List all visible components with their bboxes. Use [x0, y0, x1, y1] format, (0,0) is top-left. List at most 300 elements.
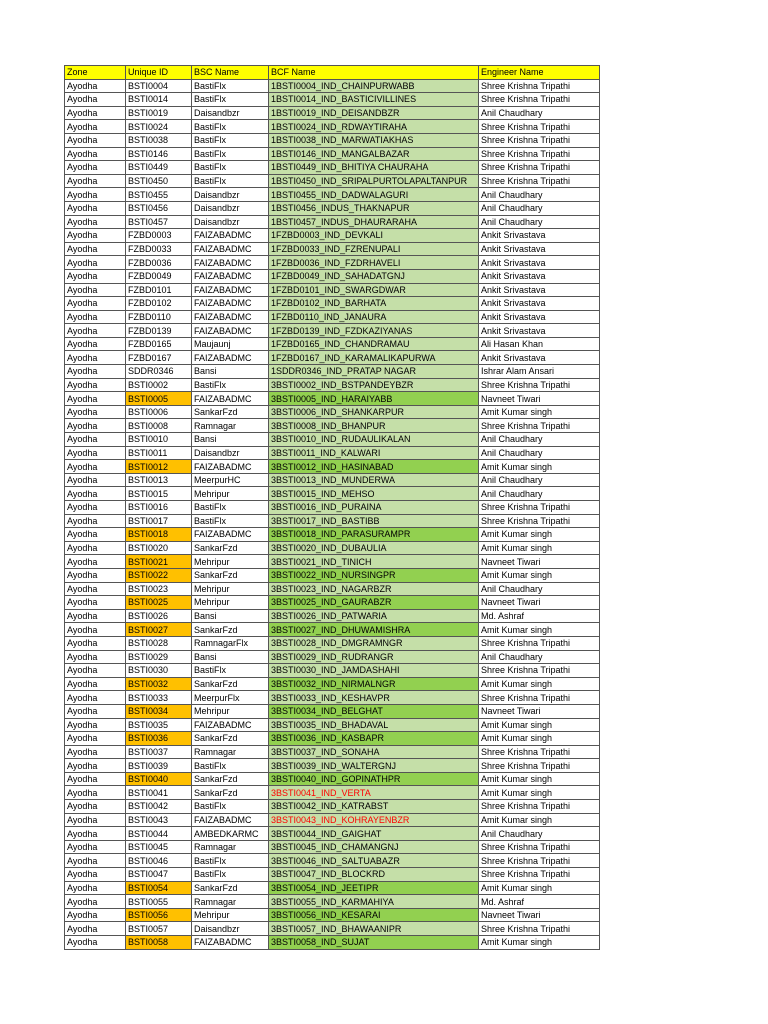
unique-id-cell[interactable]: BSTI0055 [126, 895, 192, 909]
header-bsc-name[interactable]: BSC Name [192, 66, 269, 80]
zone-cell[interactable]: Ayodha [65, 147, 126, 161]
zone-cell[interactable]: Ayodha [65, 310, 126, 324]
zone-cell[interactable]: Ayodha [65, 392, 126, 406]
bsc-name-cell[interactable]: Bansi [192, 433, 269, 447]
bcf-name-cell[interactable]: 3BSTI0037_IND_SONAHA [269, 745, 479, 759]
engineer-name-cell[interactable]: Shree Krishna Tripathi [479, 664, 600, 678]
bsc-name-cell[interactable]: Daisandbzr [192, 215, 269, 229]
bcf-name-cell[interactable]: 1FZBD0165_IND_CHANDRAMAU [269, 337, 479, 351]
engineer-name-cell[interactable]: Ankit Srivastava [479, 242, 600, 256]
unique-id-cell[interactable]: BSTI0034 [126, 704, 192, 718]
bcf-name-cell[interactable]: 3BSTI0002_IND_BSTPANDEYBZR [269, 378, 479, 392]
unique-id-cell[interactable]: BSTI0032 [126, 677, 192, 691]
zone-cell[interactable]: Ayodha [65, 378, 126, 392]
bcf-name-cell[interactable]: 3BSTI0017_IND_BASTIBB [269, 514, 479, 528]
zone-cell[interactable]: Ayodha [65, 106, 126, 120]
bsc-name-cell[interactable]: Mehripur [192, 487, 269, 501]
zone-cell[interactable]: Ayodha [65, 827, 126, 841]
zone-cell[interactable]: Ayodha [65, 446, 126, 460]
unique-id-cell[interactable]: BSTI0014 [126, 93, 192, 107]
engineer-name-cell[interactable]: Shree Krishna Tripathi [479, 120, 600, 134]
unique-id-cell[interactable]: FZBD0167 [126, 351, 192, 365]
engineer-name-cell[interactable]: Shree Krishna Tripathi [479, 854, 600, 868]
engineer-name-cell[interactable]: Md. Ashraf [479, 609, 600, 623]
engineer-name-cell[interactable]: Shree Krishna Tripathi [479, 840, 600, 854]
unique-id-cell[interactable]: BSTI0033 [126, 691, 192, 705]
engineer-name-cell[interactable]: Ankit Srivastava [479, 229, 600, 243]
unique-id-cell[interactable]: BSTI0027 [126, 623, 192, 637]
bcf-name-cell[interactable]: 3BSTI0016_IND_PURAINA [269, 501, 479, 515]
unique-id-cell[interactable]: BSTI0011 [126, 446, 192, 460]
unique-id-cell[interactable]: BSTI0039 [126, 759, 192, 773]
zone-cell[interactable]: Ayodha [65, 215, 126, 229]
engineer-name-cell[interactable]: Ankit Srivastava [479, 351, 600, 365]
zone-cell[interactable]: Ayodha [65, 895, 126, 909]
zone-cell[interactable]: Ayodha [65, 514, 126, 528]
engineer-name-cell[interactable]: Navneet Tiwari [479, 392, 600, 406]
zone-cell[interactable]: Ayodha [65, 936, 126, 950]
unique-id-cell[interactable]: BSTI0024 [126, 120, 192, 134]
zone-cell[interactable]: Ayodha [65, 813, 126, 827]
bsc-name-cell[interactable]: FAIZABADMC [192, 460, 269, 474]
bcf-name-cell[interactable]: 1BSTI0014_IND_BASTICIVILLINES [269, 93, 479, 107]
bsc-name-cell[interactable]: BastiFlx [192, 147, 269, 161]
bsc-name-cell[interactable]: BastiFlx [192, 759, 269, 773]
engineer-name-cell[interactable]: Amit Kumar singh [479, 541, 600, 555]
bcf-name-cell[interactable]: 1FZBD0102_IND_BARHATA [269, 297, 479, 311]
zone-cell[interactable]: Ayodha [65, 732, 126, 746]
bsc-name-cell[interactable]: BastiFlx [192, 868, 269, 882]
unique-id-cell[interactable]: BSTI0037 [126, 745, 192, 759]
zone-cell[interactable]: Ayodha [65, 800, 126, 814]
bsc-name-cell[interactable]: FAIZABADMC [192, 269, 269, 283]
unique-id-cell[interactable]: BSTI0045 [126, 840, 192, 854]
bcf-name-cell[interactable]: 3BSTI0018_IND_PARASURAMPR [269, 528, 479, 542]
engineer-name-cell[interactable]: Amit Kumar singh [479, 786, 600, 800]
bsc-name-cell[interactable]: BastiFlx [192, 664, 269, 678]
bcf-name-cell[interactable]: 3BSTI0036_IND_KASBAPR [269, 732, 479, 746]
unique-id-cell[interactable]: BSTI0010 [126, 433, 192, 447]
zone-cell[interactable]: Ayodha [65, 473, 126, 487]
engineer-name-cell[interactable]: Shree Krishna Tripathi [479, 800, 600, 814]
bsc-name-cell[interactable]: BastiFlx [192, 93, 269, 107]
header-engineer-name[interactable]: Engineer Name [479, 66, 600, 80]
engineer-name-cell[interactable]: Amit Kumar singh [479, 568, 600, 582]
bcf-name-cell[interactable]: 3BSTI0035_IND_BHADAVAL [269, 718, 479, 732]
engineer-name-cell[interactable]: Navneet Tiwari [479, 596, 600, 610]
bcf-name-cell[interactable]: 1BSTI0146_IND_MANGALBAZAR [269, 147, 479, 161]
unique-id-cell[interactable]: FZBD0102 [126, 297, 192, 311]
unique-id-cell[interactable]: FZBD0049 [126, 269, 192, 283]
bsc-name-cell[interactable]: Mehripur [192, 596, 269, 610]
bsc-name-cell[interactable]: FAIZABADMC [192, 297, 269, 311]
zone-cell[interactable]: Ayodha [65, 555, 126, 569]
bsc-name-cell[interactable]: BastiFlx [192, 161, 269, 175]
engineer-name-cell[interactable]: Shree Krishna Tripathi [479, 147, 600, 161]
bcf-name-cell[interactable]: 3BSTI0020_IND_DUBAULIA [269, 541, 479, 555]
unique-id-cell[interactable]: BSTI0058 [126, 936, 192, 950]
zone-cell[interactable]: Ayodha [65, 201, 126, 215]
bcf-name-cell[interactable]: 1BSTI0457_INDUS_DHAURARAHA [269, 215, 479, 229]
unique-id-cell[interactable]: BSTI0029 [126, 650, 192, 664]
bcf-name-cell[interactable]: 3BSTI0006_IND_SHANKARPUR [269, 405, 479, 419]
bcf-name-cell[interactable]: 1FZBD0033_IND_FZRENUPALI [269, 242, 479, 256]
engineer-name-cell[interactable]: Shree Krishna Tripathi [479, 691, 600, 705]
unique-id-cell[interactable]: BSTI0018 [126, 528, 192, 542]
zone-cell[interactable]: Ayodha [65, 636, 126, 650]
bcf-name-cell[interactable]: 3BSTI0025_IND_GAURABZR [269, 596, 479, 610]
zone-cell[interactable]: Ayodha [65, 718, 126, 732]
bcf-name-cell[interactable]: 1BSTI0004_IND_CHAINPURWABB [269, 79, 479, 93]
bcf-name-cell[interactable]: 3BSTI0033_IND_KESHAVPR [269, 691, 479, 705]
zone-cell[interactable]: Ayodha [65, 568, 126, 582]
engineer-name-cell[interactable]: Shree Krishna Tripathi [479, 93, 600, 107]
bcf-name-cell[interactable]: 1FZBD0139_IND_FZDKAZIYANAS [269, 324, 479, 338]
bcf-name-cell[interactable]: 1FZBD0101_IND_SWARGDWAR [269, 283, 479, 297]
engineer-name-cell[interactable]: Amit Kumar singh [479, 718, 600, 732]
zone-cell[interactable]: Ayodha [65, 365, 126, 379]
engineer-name-cell[interactable]: Amit Kumar singh [479, 732, 600, 746]
bsc-name-cell[interactable]: BastiFlx [192, 120, 269, 134]
bsc-name-cell[interactable]: SankarFzd [192, 881, 269, 895]
unique-id-cell[interactable]: BSTI0455 [126, 188, 192, 202]
unique-id-cell[interactable]: BSTI0016 [126, 501, 192, 515]
zone-cell[interactable]: Ayodha [65, 528, 126, 542]
bcf-name-cell[interactable]: 3BSTI0046_IND_SALTUABAZR [269, 854, 479, 868]
bsc-name-cell[interactable]: FAIZABADMC [192, 351, 269, 365]
engineer-name-cell[interactable]: Shree Krishna Tripathi [479, 759, 600, 773]
engineer-name-cell[interactable]: Ankit Srivastava [479, 256, 600, 270]
zone-cell[interactable]: Ayodha [65, 759, 126, 773]
bsc-name-cell[interactable]: FAIZABADMC [192, 283, 269, 297]
zone-cell[interactable]: Ayodha [65, 908, 126, 922]
unique-id-cell[interactable]: BSTI0005 [126, 392, 192, 406]
unique-id-cell[interactable]: BSTI0043 [126, 813, 192, 827]
engineer-name-cell[interactable]: Shree Krishna Tripathi [479, 133, 600, 147]
unique-id-cell[interactable]: BSTI0028 [126, 636, 192, 650]
bsc-name-cell[interactable]: Ramnagar [192, 895, 269, 909]
unique-id-cell[interactable]: BSTI0006 [126, 405, 192, 419]
engineer-name-cell[interactable]: Anil Chaudhary [479, 215, 600, 229]
engineer-name-cell[interactable]: Md. Ashraf [479, 895, 600, 909]
bsc-name-cell[interactable]: SankarFzd [192, 732, 269, 746]
bsc-name-cell[interactable]: BastiFlx [192, 79, 269, 93]
engineer-name-cell[interactable]: Shree Krishna Tripathi [479, 378, 600, 392]
zone-cell[interactable]: Ayodha [65, 541, 126, 555]
bsc-name-cell[interactable]: Bansi [192, 650, 269, 664]
unique-id-cell[interactable]: BSTI0023 [126, 582, 192, 596]
engineer-name-cell[interactable]: Shree Krishna Tripathi [479, 419, 600, 433]
bsc-name-cell[interactable]: Daisandbzr [192, 106, 269, 120]
zone-cell[interactable]: Ayodha [65, 745, 126, 759]
bsc-name-cell[interactable]: SankarFzd [192, 786, 269, 800]
zone-cell[interactable]: Ayodha [65, 351, 126, 365]
bcf-name-cell[interactable]: 3BSTI0027_IND_DHUWAMISHRA [269, 623, 479, 637]
bsc-name-cell[interactable]: BastiFlx [192, 378, 269, 392]
unique-id-cell[interactable]: BSTI0449 [126, 161, 192, 175]
unique-id-cell[interactable]: BSTI0004 [126, 79, 192, 93]
bsc-name-cell[interactable]: BastiFlx [192, 854, 269, 868]
zone-cell[interactable]: Ayodha [65, 487, 126, 501]
engineer-name-cell[interactable]: Navneet Tiwari [479, 704, 600, 718]
unique-id-cell[interactable]: FZBD0139 [126, 324, 192, 338]
zone-cell[interactable]: Ayodha [65, 419, 126, 433]
bsc-name-cell[interactable]: BastiFlx [192, 501, 269, 515]
bcf-name-cell[interactable]: 3BSTI0054_IND_JEETIPR [269, 881, 479, 895]
zone-cell[interactable]: Ayodha [65, 242, 126, 256]
zone-cell[interactable]: Ayodha [65, 433, 126, 447]
unique-id-cell[interactable]: FZBD0101 [126, 283, 192, 297]
zone-cell[interactable]: Ayodha [65, 704, 126, 718]
engineer-name-cell[interactable]: Shree Krishna Tripathi [479, 514, 600, 528]
bsc-name-cell[interactable]: Daisandbzr [192, 446, 269, 460]
engineer-name-cell[interactable]: Ishrar Alam Ansari [479, 365, 600, 379]
zone-cell[interactable]: Ayodha [65, 772, 126, 786]
unique-id-cell[interactable]: FZBD0003 [126, 229, 192, 243]
unique-id-cell[interactable]: BSTI0022 [126, 568, 192, 582]
bsc-name-cell[interactable]: Mehripur [192, 582, 269, 596]
bsc-name-cell[interactable]: FAIZABADMC [192, 310, 269, 324]
engineer-name-cell[interactable]: Anil Chaudhary [479, 582, 600, 596]
bcf-name-cell[interactable]: 3BSTI0022_IND_NURSINGPR [269, 568, 479, 582]
unique-id-cell[interactable]: BSTI0450 [126, 174, 192, 188]
bcf-name-cell[interactable]: 3BSTI0057_IND_BHAWAANIPR [269, 922, 479, 936]
engineer-name-cell[interactable]: Shree Krishna Tripathi [479, 174, 600, 188]
unique-id-cell[interactable]: BSTI0026 [126, 609, 192, 623]
unique-id-cell[interactable]: BSTI0057 [126, 922, 192, 936]
zone-cell[interactable]: Ayodha [65, 623, 126, 637]
bsc-name-cell[interactable]: Daisandbzr [192, 201, 269, 215]
bcf-name-cell[interactable]: 3BSTI0015_IND_MEHSO [269, 487, 479, 501]
zone-cell[interactable]: Ayodha [65, 229, 126, 243]
zone-cell[interactable]: Ayodha [65, 460, 126, 474]
bsc-name-cell[interactable]: FAIZABADMC [192, 936, 269, 950]
bsc-name-cell[interactable]: Ramnagar [192, 840, 269, 854]
bcf-name-cell[interactable]: 1BSTI0455_IND_DADWALAGURI [269, 188, 479, 202]
engineer-name-cell[interactable]: Ankit Srivastava [479, 283, 600, 297]
bsc-name-cell[interactable]: Ramnagar [192, 419, 269, 433]
bcf-name-cell[interactable]: 3BSTI0039_IND_WALTERGNJ [269, 759, 479, 773]
unique-id-cell[interactable]: BSTI0056 [126, 908, 192, 922]
zone-cell[interactable]: Ayodha [65, 256, 126, 270]
unique-id-cell[interactable]: BSTI0025 [126, 596, 192, 610]
bcf-name-cell[interactable]: 3BSTI0044_IND_GAIGHAT [269, 827, 479, 841]
unique-id-cell[interactable]: BSTI0008 [126, 419, 192, 433]
bcf-name-cell[interactable]: 3BSTI0021_IND_TINICH [269, 555, 479, 569]
unique-id-cell[interactable]: FZBD0036 [126, 256, 192, 270]
zone-cell[interactable]: Ayodha [65, 324, 126, 338]
zone-cell[interactable]: Ayodha [65, 609, 126, 623]
bsc-name-cell[interactable]: MeerpurFlx [192, 691, 269, 705]
unique-id-cell[interactable]: BSTI0002 [126, 378, 192, 392]
zone-cell[interactable]: Ayodha [65, 691, 126, 705]
zone-cell[interactable]: Ayodha [65, 664, 126, 678]
bcf-name-cell[interactable]: 3BSTI0043_IND_KOHRAYENBZR [269, 813, 479, 827]
bcf-name-cell[interactable]: 1BSTI0019_IND_DEISANDBZR [269, 106, 479, 120]
engineer-name-cell[interactable]: Amit Kumar singh [479, 881, 600, 895]
zone-cell[interactable]: Ayodha [65, 650, 126, 664]
bsc-name-cell[interactable]: Ramnagar [192, 745, 269, 759]
engineer-name-cell[interactable]: Amit Kumar singh [479, 936, 600, 950]
engineer-name-cell[interactable]: Amit Kumar singh [479, 772, 600, 786]
zone-cell[interactable]: Ayodha [65, 93, 126, 107]
bcf-name-cell[interactable]: 3BSTI0055_IND_KARMAHIYA [269, 895, 479, 909]
bsc-name-cell[interactable]: Daisandbzr [192, 922, 269, 936]
zone-cell[interactable]: Ayodha [65, 854, 126, 868]
bcf-name-cell[interactable]: 3BSTI0023_IND_NAGARBZR [269, 582, 479, 596]
bcf-name-cell[interactable]: 3BSTI0026_IND_PATWARIA [269, 609, 479, 623]
engineer-name-cell[interactable]: Shree Krishna Tripathi [479, 922, 600, 936]
bcf-name-cell[interactable]: 3BSTI0032_IND_NIRMALNGR [269, 677, 479, 691]
zone-cell[interactable]: Ayodha [65, 881, 126, 895]
zone-cell[interactable]: Ayodha [65, 677, 126, 691]
bsc-name-cell[interactable]: FAIZABADMC [192, 718, 269, 732]
zone-cell[interactable]: Ayodha [65, 868, 126, 882]
zone-cell[interactable]: Ayodha [65, 337, 126, 351]
engineer-name-cell[interactable]: Shree Krishna Tripathi [479, 501, 600, 515]
engineer-name-cell[interactable]: Anil Chaudhary [479, 446, 600, 460]
zone-cell[interactable]: Ayodha [65, 297, 126, 311]
header-zone[interactable]: Zone [65, 66, 126, 80]
zone-cell[interactable]: Ayodha [65, 596, 126, 610]
bcf-name-cell[interactable]: 3BSTI0042_IND_KATRABST [269, 800, 479, 814]
bsc-name-cell[interactable]: Mehripur [192, 555, 269, 569]
unique-id-cell[interactable]: BSTI0021 [126, 555, 192, 569]
unique-id-cell[interactable]: BSTI0013 [126, 473, 192, 487]
bcf-name-cell[interactable]: 3BSTI0047_IND_BLOCKRD [269, 868, 479, 882]
bsc-name-cell[interactable]: Mehripur [192, 908, 269, 922]
engineer-name-cell[interactable]: Shree Krishna Tripathi [479, 161, 600, 175]
engineer-name-cell[interactable]: Anil Chaudhary [479, 201, 600, 215]
bcf-name-cell[interactable]: 3BSTI0056_IND_KESARAI [269, 908, 479, 922]
engineer-name-cell[interactable]: Anil Chaudhary [479, 433, 600, 447]
bcf-name-cell[interactable]: 3BSTI0010_IND_RUDAULIKALAN [269, 433, 479, 447]
bcf-name-cell[interactable]: 1BSTI0450_IND_SRIPALPURTOLAPALTANPUR [269, 174, 479, 188]
header-unique-id[interactable]: Unique ID [126, 66, 192, 80]
zone-cell[interactable]: Ayodha [65, 161, 126, 175]
unique-id-cell[interactable]: FZBD0110 [126, 310, 192, 324]
bsc-name-cell[interactable]: Daisandbzr [192, 188, 269, 202]
engineer-name-cell[interactable]: Ankit Srivastava [479, 324, 600, 338]
engineer-name-cell[interactable]: Ankit Srivastava [479, 297, 600, 311]
bcf-name-cell[interactable]: 1FZBD0110_IND_JANAURA [269, 310, 479, 324]
bcf-name-cell[interactable]: 1SDDR0346_IND_PRATAP NAGAR [269, 365, 479, 379]
bcf-name-cell[interactable]: 3BSTI0058_IND_SUJAT [269, 936, 479, 950]
bcf-name-cell[interactable]: 1FZBD0049_IND_SAHADATGNJ [269, 269, 479, 283]
bsc-name-cell[interactable]: MeerpurHC [192, 473, 269, 487]
bsc-name-cell[interactable]: SankarFzd [192, 541, 269, 555]
bcf-name-cell[interactable]: 3BSTI0030_IND_JAMDASHAHI [269, 664, 479, 678]
engineer-name-cell[interactable]: Shree Krishna Tripathi [479, 745, 600, 759]
zone-cell[interactable]: Ayodha [65, 405, 126, 419]
bsc-name-cell[interactable]: SankarFzd [192, 677, 269, 691]
unique-id-cell[interactable]: FZBD0165 [126, 337, 192, 351]
bsc-name-cell[interactable]: FAIZABADMC [192, 392, 269, 406]
zone-cell[interactable]: Ayodha [65, 188, 126, 202]
bsc-name-cell[interactable]: SankarFzd [192, 772, 269, 786]
unique-id-cell[interactable]: BSTI0047 [126, 868, 192, 882]
bcf-name-cell[interactable]: 1BSTI0038_IND_MARWATIAKHAS [269, 133, 479, 147]
bcf-name-cell[interactable]: 3BSTI0029_IND_RUDRANGR [269, 650, 479, 664]
engineer-name-cell[interactable]: Amit Kumar singh [479, 677, 600, 691]
bcf-name-cell[interactable]: 1FZBD0036_IND_FZDRHAVELI [269, 256, 479, 270]
bcf-name-cell[interactable]: 3BSTI0034_IND_BELGHAT [269, 704, 479, 718]
bsc-name-cell[interactable]: FAIZABADMC [192, 813, 269, 827]
unique-id-cell[interactable]: SDDR0346 [126, 365, 192, 379]
engineer-name-cell[interactable]: Ankit Srivastava [479, 269, 600, 283]
engineer-name-cell[interactable]: Ankit Srivastava [479, 310, 600, 324]
zone-cell[interactable]: Ayodha [65, 133, 126, 147]
bsc-name-cell[interactable]: SankarFzd [192, 568, 269, 582]
bsc-name-cell[interactable]: RamnagarFlx [192, 636, 269, 650]
bcf-name-cell[interactable]: 1BSTI0449_IND_BHITIYA CHAURAHA [269, 161, 479, 175]
unique-id-cell[interactable]: BSTI0035 [126, 718, 192, 732]
bcf-name-cell[interactable]: 3BSTI0045_IND_CHAMANGNJ [269, 840, 479, 854]
bsc-name-cell[interactable]: AMBEDKARMC [192, 827, 269, 841]
bcf-name-cell[interactable]: 1BSTI0024_IND_RDWAYTIRAHA [269, 120, 479, 134]
unique-id-cell[interactable]: FZBD0033 [126, 242, 192, 256]
engineer-name-cell[interactable]: Navneet Tiwari [479, 555, 600, 569]
bsc-name-cell[interactable]: BastiFlx [192, 133, 269, 147]
bsc-name-cell[interactable]: BastiFlx [192, 514, 269, 528]
bsc-name-cell[interactable]: FAIZABADMC [192, 242, 269, 256]
unique-id-cell[interactable]: BSTI0041 [126, 786, 192, 800]
unique-id-cell[interactable]: BSTI0015 [126, 487, 192, 501]
zone-cell[interactable]: Ayodha [65, 174, 126, 188]
bsc-name-cell[interactable]: SankarFzd [192, 405, 269, 419]
engineer-name-cell[interactable]: Shree Krishna Tripathi [479, 79, 600, 93]
bsc-name-cell[interactable]: FAIZABADMC [192, 229, 269, 243]
bcf-name-cell[interactable]: 3BSTI0005_IND_HARAIYABB [269, 392, 479, 406]
bcf-name-cell[interactable]: 3BSTI0028_IND_DMGRAMNGR [269, 636, 479, 650]
bcf-name-cell[interactable]: 1BSTI0456_INDUS_THAKNAPUR [269, 201, 479, 215]
unique-id-cell[interactable]: BSTI0044 [126, 827, 192, 841]
bsc-name-cell[interactable]: Maujaunj [192, 337, 269, 351]
engineer-name-cell[interactable]: Shree Krishna Tripathi [479, 868, 600, 882]
bcf-name-cell[interactable]: 3BSTI0008_IND_BHANPUR [269, 419, 479, 433]
engineer-name-cell[interactable]: Amit Kumar singh [479, 460, 600, 474]
zone-cell[interactable]: Ayodha [65, 922, 126, 936]
bsc-name-cell[interactable]: Mehripur [192, 704, 269, 718]
bsc-name-cell[interactable]: BastiFlx [192, 800, 269, 814]
bsc-name-cell[interactable]: FAIZABADMC [192, 528, 269, 542]
engineer-name-cell[interactable]: Anil Chaudhary [479, 487, 600, 501]
bcf-name-cell[interactable]: 1FZBD0167_IND_KARAMALIKAPURWA [269, 351, 479, 365]
bcf-name-cell[interactable]: 3BSTI0013_IND_MUNDERWA [269, 473, 479, 487]
bsc-name-cell[interactable]: FAIZABADMC [192, 256, 269, 270]
unique-id-cell[interactable]: BSTI0457 [126, 215, 192, 229]
zone-cell[interactable]: Ayodha [65, 786, 126, 800]
bcf-name-cell[interactable]: 1FZBD0003_IND_DEVKALI [269, 229, 479, 243]
unique-id-cell[interactable]: BSTI0038 [126, 133, 192, 147]
unique-id-cell[interactable]: BSTI0040 [126, 772, 192, 786]
engineer-name-cell[interactable]: Anil Chaudhary [479, 650, 600, 664]
zone-cell[interactable]: Ayodha [65, 283, 126, 297]
unique-id-cell[interactable]: BSTI0030 [126, 664, 192, 678]
engineer-name-cell[interactable]: Shree Krishna Tripathi [479, 636, 600, 650]
engineer-name-cell[interactable]: Amit Kumar singh [479, 623, 600, 637]
engineer-name-cell[interactable]: Amit Kumar singh [479, 813, 600, 827]
bsc-name-cell[interactable]: BastiFlx [192, 174, 269, 188]
unique-id-cell[interactable]: BSTI0017 [126, 514, 192, 528]
unique-id-cell[interactable]: BSTI0146 [126, 147, 192, 161]
engineer-name-cell[interactable]: Navneet Tiwari [479, 908, 600, 922]
header-bcf-name[interactable]: BCF Name [269, 66, 479, 80]
bsc-name-cell[interactable]: Bansi [192, 365, 269, 379]
unique-id-cell[interactable]: BSTI0042 [126, 800, 192, 814]
unique-id-cell[interactable]: BSTI0036 [126, 732, 192, 746]
engineer-name-cell[interactable]: Anil Chaudhary [479, 827, 600, 841]
